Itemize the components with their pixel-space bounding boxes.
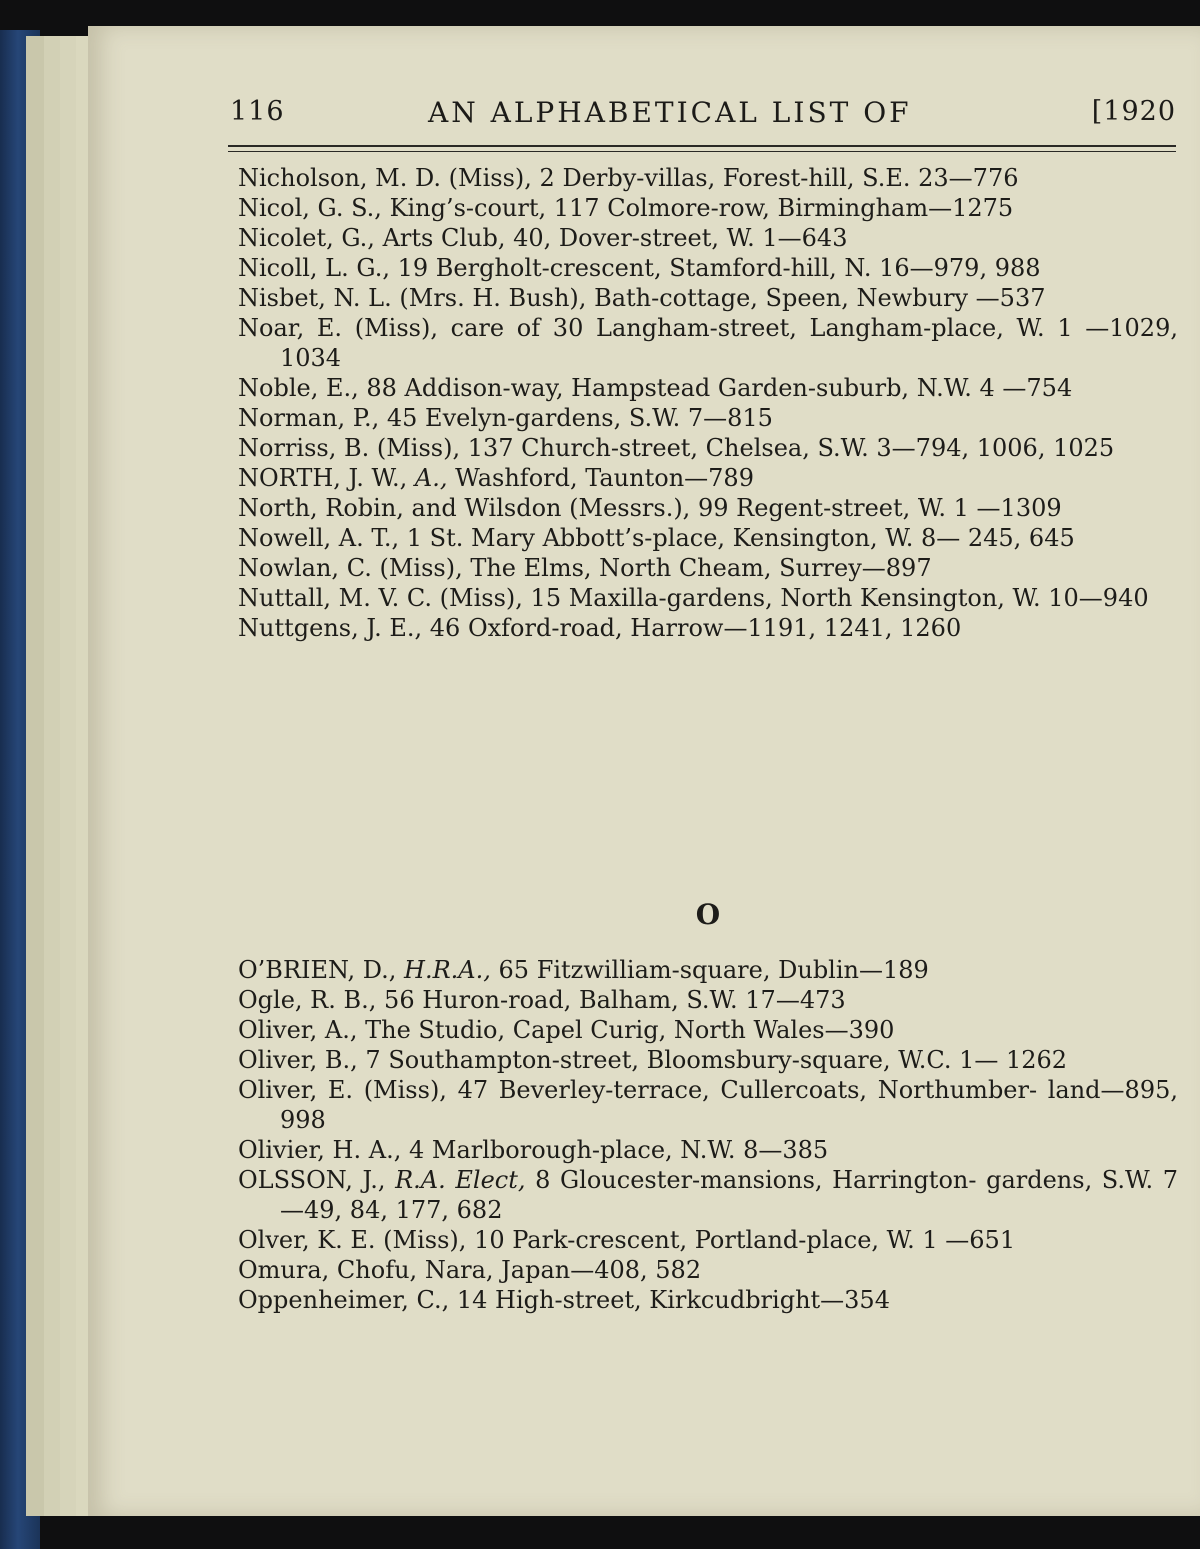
entry-honour: A., (414, 464, 448, 492)
list-entry (238, 253, 1178, 283)
entry-name: Noble, E., (238, 374, 359, 402)
entry-details: King’s-court, 117 Colmore-row, Birmingham—1275 (389, 194, 1014, 222)
entry-details: 19 Bergholt-crescent, Stamford-hill, N. 16—979, 988 (397, 254, 1041, 282)
entry-name: Oppenheimer, C., (238, 1286, 450, 1314)
entry-details: care of 30 Langham-street, Langham-place, W. 1 —1029, 1034 (280, 314, 1178, 372)
entry-name: Oliver, E. (Miss), (238, 1076, 447, 1104)
entry-name: North, Robin, and Wilsdon (Messrs.), (238, 494, 691, 522)
entry-name: OLSSON, J., (238, 1166, 386, 1194)
list-entry (238, 1225, 1178, 1255)
entry-name: Oliver, B., (238, 1046, 358, 1074)
list-entry (238, 1075, 1178, 1135)
entry-details: 45 Evelyn-gardens, S.W. 7—815 (386, 404, 773, 432)
entry-details: 1 St. Mary Abbott’s-place, Kensington, W. 8— 245, 645 (406, 524, 1075, 552)
header-rule (228, 145, 1176, 147)
page-year: [1920 (1091, 96, 1176, 127)
list-entry (238, 163, 1178, 193)
entry-name: O’BRIEN, D., (238, 956, 397, 984)
entry-name: Nuttgens, J. E., (238, 614, 423, 642)
entry-details: 99 Regent-street, W. 1 —1309 (697, 494, 1062, 522)
entry-details: 88 Addison-way, Hampstead Garden-suburb, N.W. 4 —754 (366, 374, 1073, 402)
list-entry (238, 1255, 1178, 1285)
entry-honour: R.A. Elect, (395, 1166, 526, 1194)
list-entry (238, 1135, 1178, 1165)
entry-name: Norriss, B. (Miss), (238, 434, 461, 462)
entry-details: 137 Church-street, Chelsea, S.W. 3—794, 1006, 1025 (467, 434, 1115, 462)
entry-details: 4 Marlborough-place, N.W. 8—385 (408, 1136, 829, 1164)
page-header (230, 96, 1176, 136)
entry-name: Omura, Chofu, (238, 1256, 418, 1284)
list-entry (238, 583, 1178, 613)
entry-details: Bath-cottage, Speen, Newbury —537 (594, 284, 1046, 312)
list-entry (238, 283, 1178, 313)
header-rule (228, 151, 1176, 152)
entry-list-n (238, 163, 1178, 643)
entry-name: Nisbet, N. L. (Mrs. H. Bush), (238, 284, 587, 312)
running-title: AN ALPHABETICAL LIST OF (428, 96, 912, 129)
list-entry (238, 493, 1178, 523)
list-entry (238, 523, 1178, 553)
entry-details: 2 Derby-villas, Forest-hill, S.E. 23—776 (539, 164, 1019, 192)
entry-details: 46 Oxford-road, Harrow—1191, 1241, 1260 (429, 614, 962, 642)
entry-name: Ogle, R. B., (238, 986, 377, 1014)
page-number: 116 (230, 96, 285, 127)
list-entry (238, 1015, 1178, 1045)
list-entry (238, 373, 1178, 403)
list-entry (238, 193, 1178, 223)
list-entry (238, 553, 1178, 583)
list-entry (238, 223, 1178, 253)
entry-details: Nara, Japan—408, 582 (424, 1256, 702, 1284)
entry-details: 8 Gloucester-mansions, Harrington- gardens, S.W. 7—49, 84, 177, 682 (280, 1166, 1179, 1224)
entry-details: The Elms, North Cheam, Surrey—897 (470, 554, 932, 582)
entry-list-o (238, 955, 1178, 1315)
list-entry (238, 1045, 1178, 1075)
entry-details: 14 High-street, Kirkcudbright—354 (456, 1286, 890, 1314)
entry-details: 15 Maxilla-gardens, North Kensington, W. 10—940 (530, 584, 1149, 612)
entry-name: Olivier, H. A., (238, 1136, 402, 1164)
entry-name: Norman, P., (238, 404, 380, 432)
list-entry (238, 433, 1178, 463)
entry-name: Nowell, A. T., (238, 524, 400, 552)
entry-details: Arts Club, 40, Dover-street, W. 1—643 (382, 224, 848, 252)
list-entry (238, 985, 1178, 1015)
list-entry (238, 1285, 1178, 1315)
entry-name: Nicolet, G., (238, 224, 375, 252)
entry-name: Nuttall, M. V. C. (Miss), (238, 584, 523, 612)
section-letter: O (695, 898, 721, 931)
entry-name: Nicoll, L. G., (238, 254, 390, 282)
entry-name: Noar, E. (Miss), (238, 314, 438, 342)
entry-honour: H.R.A., (404, 956, 491, 984)
list-entry (238, 955, 1178, 985)
list-entry (238, 613, 1178, 643)
list-entry (238, 1165, 1178, 1225)
entry-name: Nicholson, M. D. (Miss), (238, 164, 532, 192)
entry-details: 65 Fitzwilliam-square, Dublin—189 (498, 956, 929, 984)
list-entry (238, 313, 1178, 373)
entry-details: 47 Beverley-terrace, Cullercoats, Northumber- land—895, 998 (280, 1076, 1178, 1134)
entry-details: 56 Huron-road, Balham, S.W. 17—473 (384, 986, 846, 1014)
entry-name: NORTH, J. W., (238, 464, 408, 492)
list-entry (238, 463, 1178, 493)
entry-details: The Studio, Capel Curig, North Wales—390 (365, 1016, 895, 1044)
entry-name: Olver, K. E. (Miss), (238, 1226, 467, 1254)
entry-name: Nicol, G. S., (238, 194, 382, 222)
entry-name: Nowlan, C. (Miss), (238, 554, 463, 582)
entry-details: 7 Southampton-street, Bloomsbury-square, W.C. 1— 1262 (365, 1046, 1068, 1074)
entry-details: Washford, Taunton—789 (455, 464, 754, 492)
entry-details: 10 Park-crescent, Portland-place, W. 1 —651 (474, 1226, 1016, 1254)
list-entry (238, 403, 1178, 433)
entry-name: Oliver, A., (238, 1016, 358, 1044)
